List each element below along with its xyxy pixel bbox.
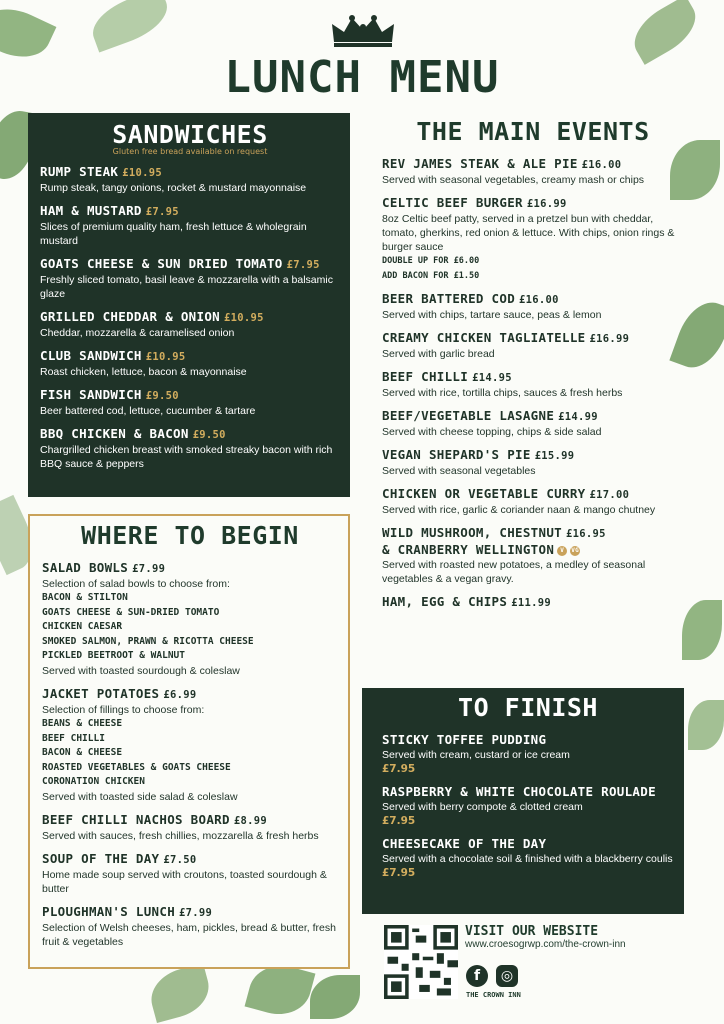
item-price: £16.00 (519, 294, 559, 307)
option-item: CORONATION CHICKEN (42, 776, 145, 788)
item-price: £11.99 (511, 597, 551, 610)
item-desc: Served with cream, custard or ice cream (382, 749, 570, 761)
menu-item (40, 387, 340, 418)
item-name: HAM & MUSTARD (40, 203, 142, 218)
item-name: BEER BATTERED COD (382, 291, 516, 307)
item-desc: Selection of Welsh cheeses, ham, pickles, bread & butter, fresh fruit & vegetables (42, 921, 336, 948)
item-desc: Served with toasted sourdough & coleslaw (42, 664, 240, 677)
item-name: BEEF CHILLI (382, 369, 469, 385)
item-name: CHEESECAKE OF THE DAY (382, 836, 547, 851)
menu-item (40, 164, 340, 195)
crown-icon (330, 14, 396, 48)
item-price: £16.95 (566, 528, 606, 541)
menu-item (40, 203, 340, 248)
item-desc: Rump steak, tangy onions, rocket & mustard mayonnaise (40, 182, 307, 194)
item-price: £10.95 (122, 167, 162, 179)
menu-item (382, 784, 674, 828)
item-price: £7.95 (382, 867, 416, 879)
menu-item (382, 408, 684, 439)
item-price: £14.95 (472, 372, 512, 385)
menu-item (382, 732, 674, 776)
item-name: BEEF CHILLI NACHOS BOARD (42, 811, 230, 827)
item-price: £14.99 (558, 411, 598, 424)
begin-title: WHERE TO BEGIN (81, 521, 299, 550)
burger-extra: DOUBLE UP FOR £6.00 (382, 256, 480, 266)
item-desc: Served with rice, garlic & coriander naan & mango chutney (382, 504, 656, 517)
item-desc: Selection of fillings to choose from: (42, 703, 205, 716)
item-name: REV JAMES STEAK & ALE PIE (382, 156, 578, 171)
item-price: £8.99 (233, 814, 267, 827)
item-desc: Freshly sliced tomato, basil leave & mozzarella with a balsamic glaze (40, 274, 333, 300)
item-name: CHICKEN OR VEGETABLE CURRY (382, 486, 586, 502)
website-block (465, 924, 626, 950)
website-title: VISIT OUR WEBSITE (465, 924, 599, 939)
item-desc: Chargrilled chicken breast with smoked streaky bacon with rich BBQ sauce & peppers (40, 444, 333, 470)
item-name: CLUB SANDWICH (40, 348, 142, 363)
item-name: SALAD BOWLS (42, 560, 129, 575)
menu-item (42, 904, 338, 949)
item-price: £15.99 (534, 450, 575, 463)
item-name: CREAMY CHICKEN TAGLIATELLE (382, 330, 586, 346)
sandwiches-title: SANDWICHES (112, 120, 268, 149)
item-name: SOUP OF THE DAY (42, 850, 160, 866)
brand-name: THE CROWN INN (466, 991, 521, 999)
item-desc: Served with rice, tortilla chips, sauces & fresh herbs (382, 387, 623, 400)
item-name: BEEF/VEGETABLE LASAGNE (382, 408, 555, 424)
item-desc: Served with seasonal vegetables (382, 465, 536, 478)
item-desc: Served with chips, tartare sauce, peas & lemon (382, 309, 602, 322)
item-desc: Served with garlic bread (382, 348, 495, 361)
qr-code[interactable] (384, 925, 458, 999)
option-item: CHICKEN CAESAR (42, 621, 123, 633)
item-desc: Served with berry compote & clotted cream (382, 801, 583, 813)
item-price: £7.95 (382, 763, 416, 775)
option-item: SMOKED SALMON, PRAWN & RICOTTA CHEESE (42, 635, 254, 647)
item-name: RASPBERRY & WHITE CHOCOLATE ROULADE (382, 784, 656, 799)
menu-item (40, 426, 340, 471)
option-item: ROASTED VEGETABLES & GOATS CHEESE (42, 761, 231, 773)
option-item: PICKLED BEETROOT & WALNUT (42, 650, 185, 662)
menu-item (42, 812, 338, 843)
item-name: PLOUGHMAN'S LUNCH (42, 903, 176, 919)
item-name: HAM, EGG & CHIPS (382, 594, 508, 610)
item-desc: Served with seasonal vegetables, creamy mash or chips (382, 174, 645, 186)
item-price: £7.95 (382, 815, 416, 827)
item-desc: Cheddar, mozzarella & caramelised onion (40, 327, 235, 339)
item-desc: Served with a chocolate soil & finished with a blackberry coulis (382, 853, 673, 865)
website-url[interactable]: www.croesogrwp.com/the-crown-inn (465, 939, 626, 950)
menu-item (382, 291, 684, 322)
item-name: STICKY TOFFEE PUDDING (382, 732, 547, 747)
menu-item (382, 447, 684, 478)
vegetarian-icon: VG (571, 546, 580, 554)
item-price: £16.99 (526, 198, 567, 210)
item-price: £6.99 (163, 688, 197, 701)
burger-extra: ADD BACON FOR £1.50 (382, 270, 480, 281)
option-item: BACON & STILTON (42, 592, 128, 603)
to-finish-section (362, 688, 684, 914)
wellington-item (382, 525, 684, 586)
finish-title: TO FINISH (458, 693, 598, 722)
sandwiches-section (28, 113, 350, 497)
item-name: FISH SANDWICH (40, 387, 142, 402)
item-desc: Served with cheese topping, chips & side salad (382, 426, 602, 439)
instagram-icon[interactable]: ◎ (496, 965, 518, 987)
option-item: GOATS CHEESE & SUN-DRIED TOMATO (42, 606, 220, 618)
social-links (466, 965, 518, 987)
main-events-section (368, 116, 684, 676)
item-price: £16.99 (589, 333, 630, 346)
item-price: £7.95 (145, 206, 179, 218)
item-price: £10.95 (224, 312, 264, 324)
item-name: & CRANBERRY WELLINGTON (382, 542, 555, 558)
option-item: BACON & CHEESE (42, 747, 123, 759)
item-price: £16.00 (581, 159, 622, 171)
where-to-begin-section (28, 514, 350, 969)
menu-item (382, 330, 684, 361)
menu-item (42, 851, 338, 896)
item-price: £10.95 (145, 351, 186, 363)
menu-item (40, 348, 340, 379)
item-name: GRILLED CHEDDAR & ONION (40, 309, 220, 324)
item-name: JACKET POTATOES (42, 685, 160, 701)
item-desc: Home made soup served with croutons, toasted sourdough & butter (42, 868, 327, 895)
menu-item (382, 369, 684, 400)
item-name: CELTIC BEEF BURGER (382, 195, 523, 210)
item-desc: Served with sauces, fresh chillies, mozzarella & fresh herbs (42, 829, 319, 842)
salad-bowls-item (42, 560, 338, 678)
ham-egg-item (382, 594, 684, 611)
item-name: BBQ CHICKEN & BACON (40, 426, 189, 441)
item-name: GOATS CHEESE & SUN DRIED TOMATO (40, 256, 283, 271)
item-desc: Slices of premium quality ham, fresh lettuce & wholegrain mustard (40, 221, 307, 247)
item-name: VEGAN SHEPARD'S PIE (382, 447, 531, 463)
item-price: £7.99 (179, 906, 213, 919)
menu-item (40, 256, 340, 301)
jacket-potatoes-item (42, 686, 338, 804)
item-price: £9.50 (145, 390, 179, 402)
facebook-icon[interactable]: f (466, 965, 488, 987)
item-desc: Roast chicken, lettuce, bacon & mayonnaise (40, 366, 247, 378)
item-desc: 8oz Celtic beef patty, served in a pretzel bun with cheddar, tomato, gherkins, red onion & lettuce. With chips, onion rings & burger sauce (382, 213, 675, 253)
item-price: £9.50 (192, 429, 226, 441)
menu-item (382, 836, 674, 880)
page-title: LUNCH MENU (224, 52, 500, 103)
menu-item (382, 156, 684, 187)
item-price: £7.95 (286, 259, 320, 271)
item-name: RUMP STEAK (40, 164, 119, 179)
item-desc: Beer battered cod, lettuce, cucumber & tartare (40, 405, 256, 417)
menu-item (40, 309, 340, 340)
item-price: £7.50 (163, 853, 197, 866)
item-desc: Served with toasted side salad & coleslaw (42, 790, 238, 803)
menu-item (382, 195, 684, 283)
item-desc: Selection of salad bowls to choose from: (42, 578, 230, 590)
option-item: BEANS & CHEESE (42, 717, 123, 729)
item-price: £17.00 (589, 489, 630, 502)
menu-item (382, 486, 684, 517)
option-item: BEEF CHILLI (42, 732, 105, 744)
main-title: THE MAIN EVENTS (416, 117, 650, 146)
gluten-note: Gluten free bread available on request (112, 147, 268, 156)
item-name: WILD MUSHROOM, CHESTNUT (382, 525, 562, 541)
vegan-icon: V (557, 546, 567, 556)
item-desc: Served with roasted new potatoes, a medley of seasonal vegetables & a vegan gravy. (382, 559, 646, 586)
item-price: £7.99 (132, 563, 166, 575)
